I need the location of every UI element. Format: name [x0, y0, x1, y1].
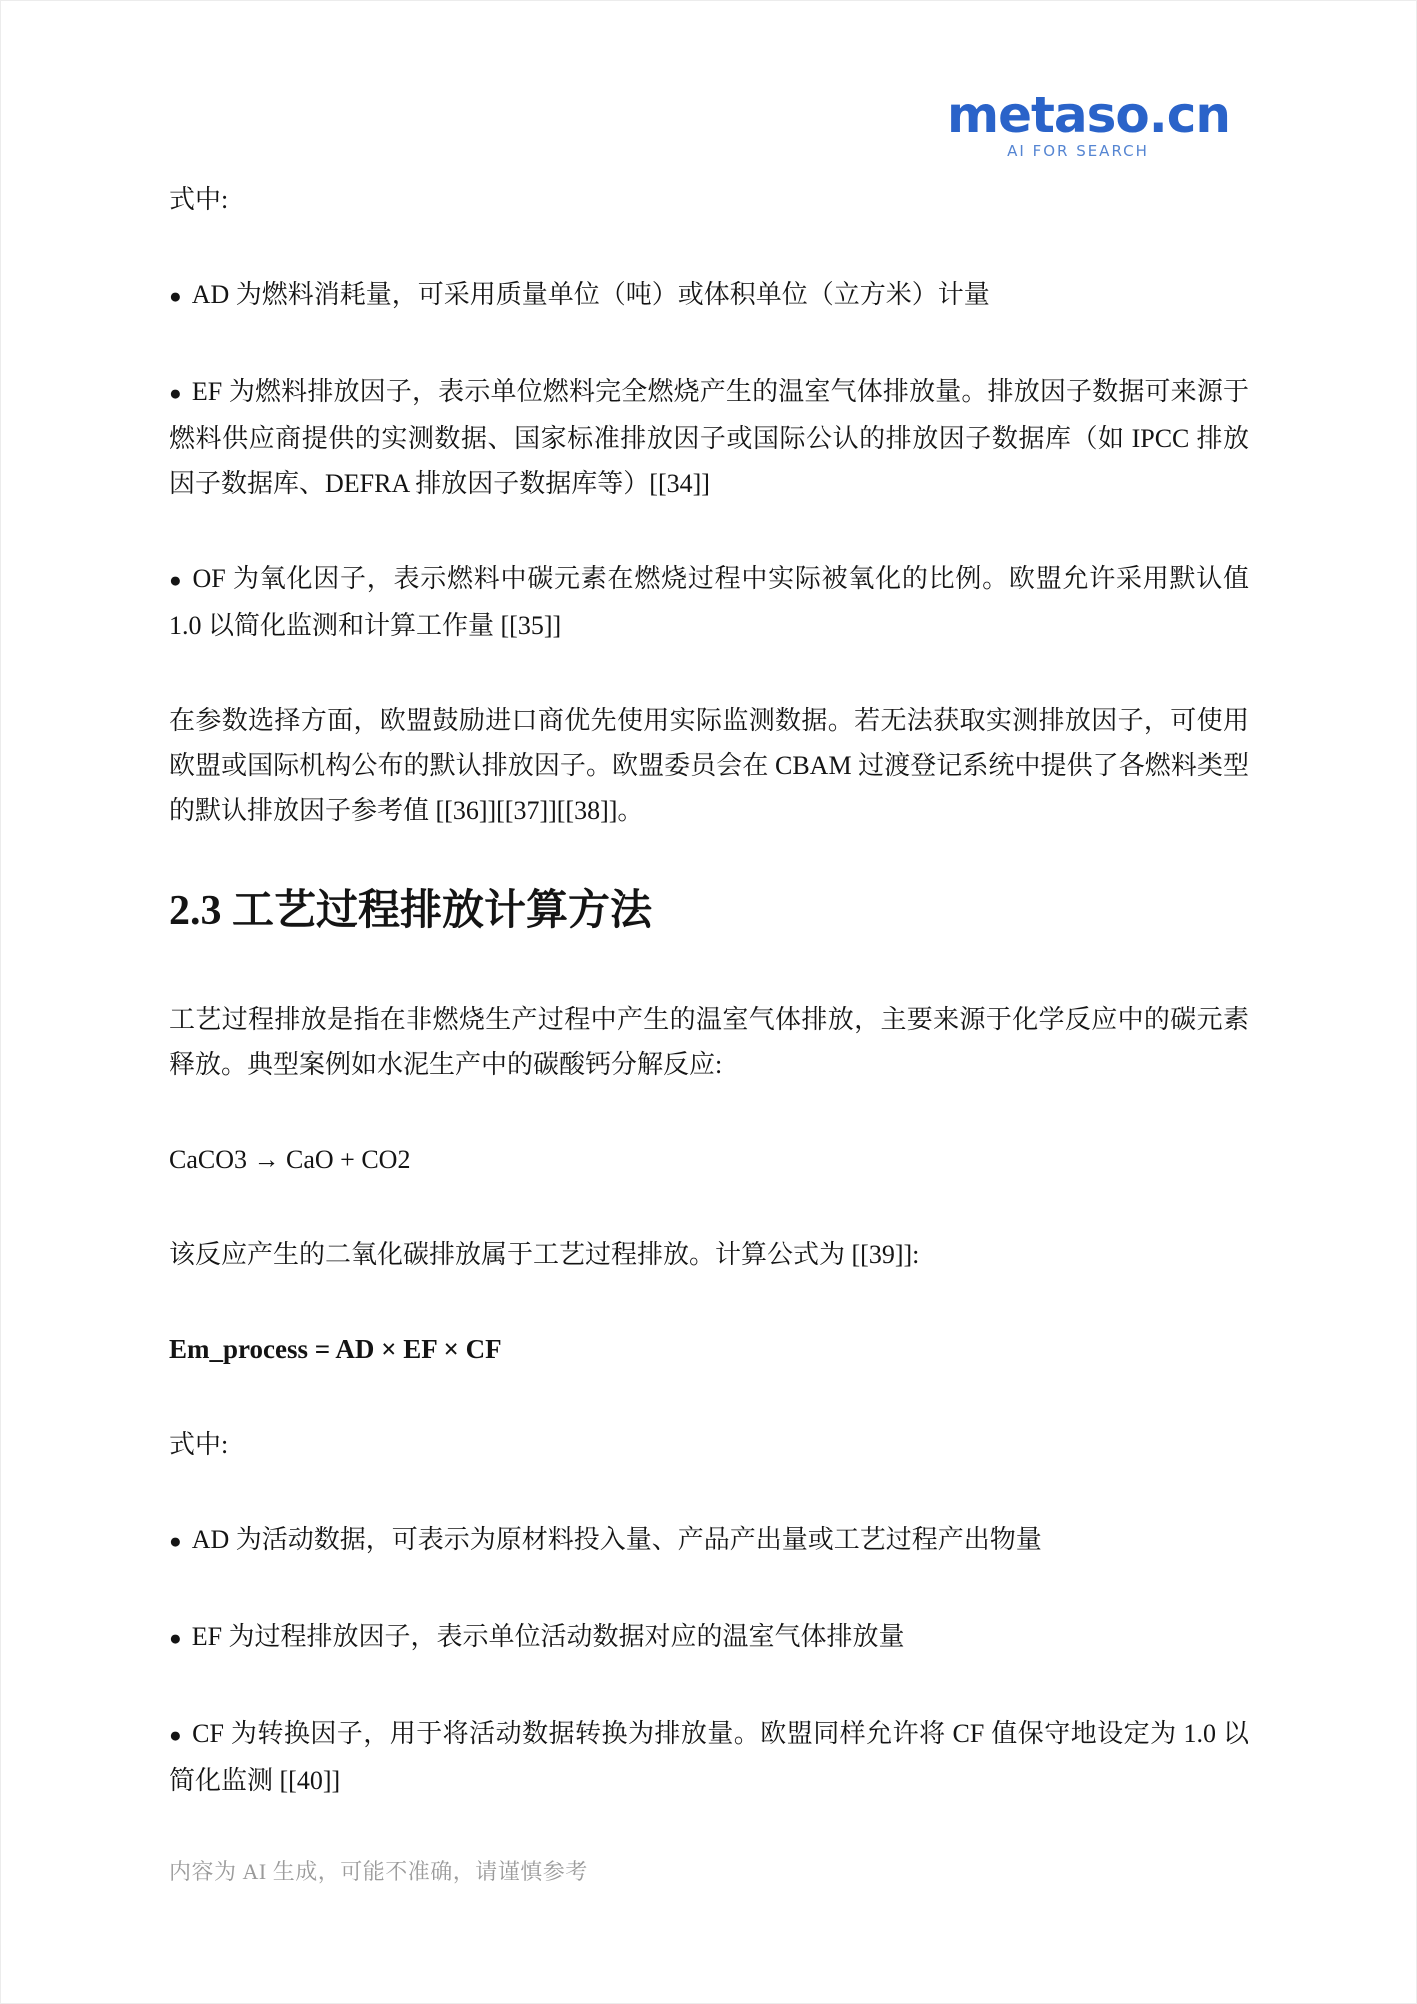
bullet-process-cf — [169, 1711, 1249, 1803]
metaso-logo-text: metaso.cn — [947, 86, 1230, 144]
formula-intro-process — [169, 1422, 1249, 1467]
ai-disclaimer: 内容为 AI 生成，可能不准确，请谨慎参考 — [169, 1859, 588, 1884]
bullet-process-cf-text: CF 为转换因子，用于将活动数据转换为排放量。欧盟同样允许将 CF 值保守地设定为 1.0 以简化监测 [[40]] — [169, 1719, 1249, 1795]
section-heading-2-3: 2.3 工艺过程排放计算方法 — [169, 888, 653, 934]
bullet-process-ef — [169, 1614, 1249, 1661]
document-body — [169, 1, 1249, 1853]
formula-intro-fuel — [169, 177, 1249, 222]
bullet-icon: ● — [169, 1529, 182, 1553]
formula-intro-process-text: 式中: — [169, 1430, 229, 1459]
process-emission-formula: Em_process = AD × EF × CF — [169, 1334, 502, 1364]
bullet-icon: ● — [169, 284, 182, 308]
paragraph-reaction-note: 该反应产生的二氧化碳排放属于工艺过程排放。计算公式为 [[39]]: — [169, 1240, 920, 1269]
paragraph-process-emission-intro: 工艺过程排放是指在非燃烧生产过程中产生的温室气体排放，主要来源于化学反应中的碳元素释放。典型案例如水泥生产中的碳酸钙分解反应: — [169, 1005, 1249, 1079]
bullet-process-ad — [169, 1517, 1249, 1564]
chemical-equation: CaCO3 → CaO + CO2 — [169, 1145, 411, 1174]
bullet-icon: ● — [169, 381, 182, 405]
bullet-fuel-ef — [169, 369, 1249, 506]
bullet-fuel-of-text: OF 为氧化因子，表示燃料中碳元素在燃烧过程中实际被氧化的比例。欧盟允许采用默认值 1.0 以简化监测和计算工作量 [[35]] — [169, 564, 1249, 640]
bullet-fuel-ad-text: AD 为燃料消耗量，可采用质量单位（吨）或体积单位（立方米）计量 — [191, 280, 990, 309]
bullet-icon: ● — [169, 1723, 183, 1747]
bullet-icon: ● — [169, 568, 183, 592]
bullet-process-ef-text: EF 为过程排放因子，表示单位活动数据对应的温室气体排放量 — [191, 1622, 905, 1651]
bullet-fuel-of — [169, 556, 1249, 648]
bullet-fuel-ef-text: EF 为燃料排放因子，表示单位燃料完全燃烧产生的温室气体排放量。排放因子数据可来源于燃料供应商提供的实测数据、国家标准排放因子或国际公认的排放因子数据库（如 IPCC 排放因子数据库、DEFRA 排放因子数据库等）[[34]] — [169, 377, 1250, 498]
metaso-logo-tagline: AI FOR SEARCH — [1007, 142, 1149, 160]
formula-intro-fuel-text: 式中: — [169, 185, 229, 214]
bullet-fuel-ad — [169, 272, 1249, 319]
bullet-process-ad-text: AD 为活动数据，可表示为原材料投入量、产品产出量或工艺过程产出物量 — [191, 1525, 1042, 1554]
bullet-icon: ● — [169, 1626, 182, 1650]
paragraph-parameter-selection: 在参数选择方面，欧盟鼓励进口商优先使用实际监测数据。若无法获取实测排放因子，可使用欧盟或国际机构公布的默认排放因子。欧盟委员会在 CBAM 过渡登记系统中提供了各燃料类型的默认排放因子参考值 [[36]][[37]][[38]]。 — [169, 706, 1249, 825]
